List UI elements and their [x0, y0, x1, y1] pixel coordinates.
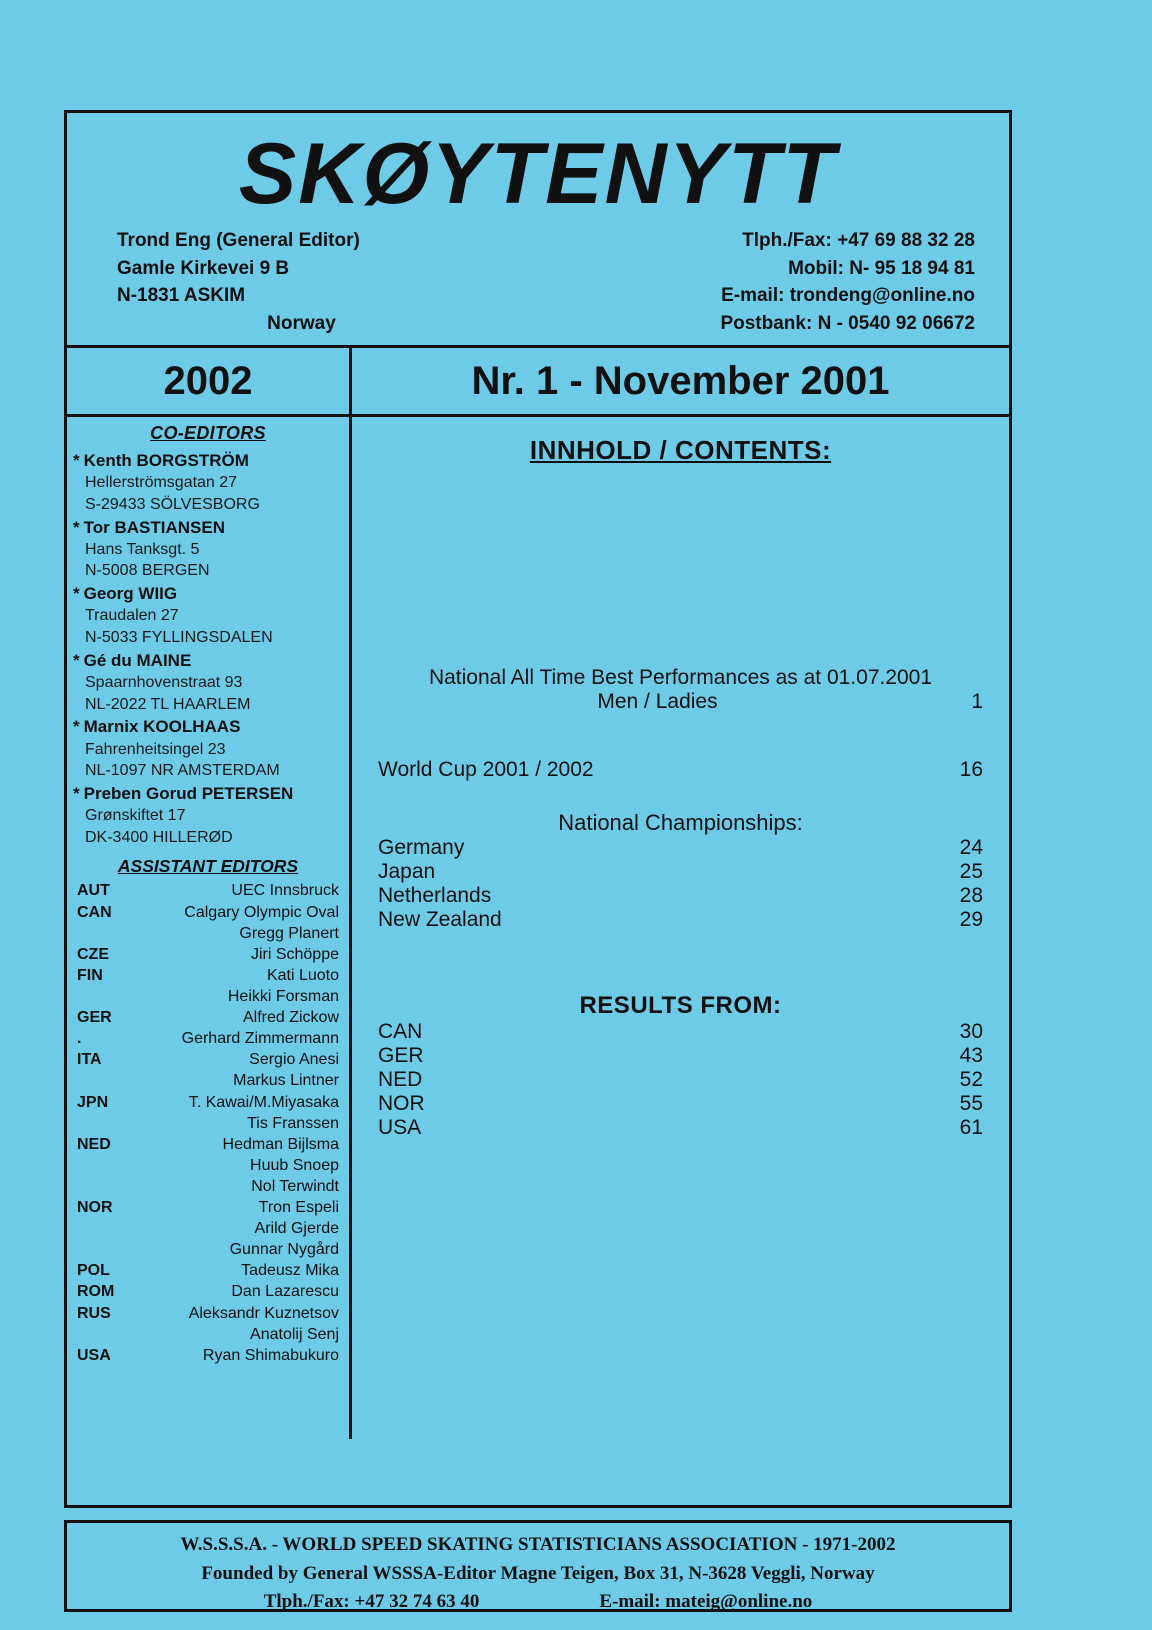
assistant-editor-row — [73, 902, 343, 923]
country-code: NOR — [77, 1199, 113, 1217]
bullet-star-icon: * — [73, 717, 80, 737]
co-editor-entry — [73, 715, 343, 782]
assistant-editor-name: Anatolij Senj — [250, 1325, 339, 1343]
assistant-editor-name: Ryan Shimabukuro — [202, 1346, 339, 1364]
co-editor-name — [73, 449, 343, 472]
assistant-editor-row — [73, 1113, 343, 1134]
assistant-editor-name: UEC Innsbruck — [231, 882, 339, 900]
toc-result-entry — [378, 1116, 983, 1140]
results-from-heading: RESULTS FROM: — [579, 992, 782, 1020]
country-code — [73, 1176, 131, 1197]
footer-line-2: Founded by General WSSSA-Editor Magne Teigen, Box 31, N-3628 Veggli, Norway — [201, 1562, 875, 1584]
contact-phone-fax: Tlph./Fax: +47 69 88 32 28 — [742, 230, 975, 252]
assistant-editor-row — [73, 1176, 343, 1197]
co-editor-address-1: Spaarnhovenstraat 93 — [85, 673, 243, 691]
bullet-star-icon: * — [73, 450, 80, 470]
toc-result-label: NOR — [378, 1092, 425, 1116]
assistant-editor-row — [73, 1239, 343, 1260]
co-editor-name — [73, 782, 343, 805]
assistant-editor-row — [73, 986, 343, 1007]
assistant-editor-row — [73, 923, 343, 944]
footer-phone-fax: Tlph./Fax: +47 32 74 63 40 — [263, 1591, 480, 1612]
issue-number: Nr. 1 - November 2001 — [471, 359, 890, 404]
toc-championship-label: Netherlands — [378, 884, 492, 908]
country-code: CZE — [77, 945, 109, 963]
country-code — [73, 1239, 131, 1260]
toc-championship-entry — [378, 908, 983, 932]
co-editor-name-text: Gé du MAINE — [83, 650, 192, 670]
bullet-star-icon: * — [73, 517, 80, 537]
country-code: ITA — [77, 1051, 102, 1069]
assistant-editor-name: Aleksandr Kuznetsov — [188, 1304, 339, 1322]
cover-body — [67, 417, 1009, 1439]
toc-worldcup-page: 16 — [959, 758, 983, 782]
bullet-star-icon: * — [73, 650, 80, 670]
editor-address-line-3: N-1831 ASKIM — [117, 285, 246, 307]
toc-alltime-line-1: National All Time Best Performances as at 01.07.2001 — [428, 666, 933, 690]
assistant-editor-row — [73, 1218, 343, 1239]
editor-address-line-2: Gamle Kirkevei 9 B — [117, 257, 290, 279]
assistant-editor-row — [73, 1049, 343, 1070]
toc-championship-entry — [378, 884, 983, 908]
assistant-editor-name: Gerhard Zimmermann — [181, 1030, 339, 1048]
toc-alltime-line-2: Men / Ladies — [597, 690, 718, 714]
toc-result-entry — [378, 1044, 983, 1068]
magazine-cover-page — [64, 110, 1012, 1508]
country-code: JPN — [77, 1093, 109, 1111]
assistant-editor-name: Huub Snoep — [250, 1156, 339, 1174]
bullet-star-icon: * — [73, 784, 80, 803]
assistant-editor-row — [73, 1260, 343, 1281]
assistant-editor-name: Gunnar Nygård — [229, 1241, 339, 1259]
country-code — [73, 923, 131, 944]
editor-address-line-1: Trond Eng (General Editor) — [117, 230, 360, 252]
assistant-editor-row — [73, 1007, 343, 1028]
footer-line-1: W.S.S.S.A. - WORLD SPEED SKATING STATISTICIANS ASSOCIATION - 1971-2002 — [180, 1534, 896, 1555]
co-editor-name-text: Preben Gorud PETERSEN — [83, 784, 294, 803]
contact-block — [67, 223, 1009, 345]
assistant-editor-name: Alfred Zickow — [242, 1009, 339, 1027]
contact-email: E-mail: trondeng@online.no — [721, 285, 975, 307]
footer-email: E-mail: mateig@online.no — [599, 1591, 813, 1612]
country-code — [73, 1324, 131, 1345]
co-editor-address-2: S-29433 SÖLVESBORG — [85, 495, 260, 513]
toc-result-page: 55 — [959, 1092, 983, 1116]
co-editors-heading: CO-EDITORS — [150, 423, 266, 444]
toc-championship-page: 28 — [959, 884, 983, 908]
assistant-editor-name: Markus Lintner — [233, 1072, 339, 1090]
toc-championship-entry — [378, 860, 983, 884]
co-editor-name — [73, 715, 343, 738]
co-editor-address-2: DK-3400 HILLERØD — [85, 828, 233, 846]
editor-address — [89, 227, 556, 337]
assistant-editor-row — [73, 1070, 343, 1091]
assistant-editor-row — [73, 1092, 343, 1113]
contents-title: INNHOLD / CONTENTS: — [529, 435, 832, 466]
wsssa-footer — [64, 1520, 1012, 1612]
co-editor-address-1: Hellerströmsgatan 27 — [85, 474, 238, 492]
issue-bar — [67, 348, 1009, 417]
co-editor-entry — [73, 516, 343, 583]
country-code — [73, 986, 131, 1007]
toc-result-label: NED — [378, 1068, 423, 1092]
contents-spacer — [378, 932, 983, 992]
assistant-editor-name: Tron Espeli — [258, 1199, 339, 1217]
assistant-editor-name: T. Kawai/M.Miyasaka — [188, 1093, 339, 1111]
country-code — [73, 1070, 131, 1091]
national-championships-heading: National Championships: — [558, 810, 803, 836]
toc-worldcup-entry — [378, 758, 983, 782]
co-editor-name-text: Kenth BORGSTRÖM — [83, 450, 249, 470]
toc-championship-label: Germany — [378, 836, 465, 860]
contact-mobile: Mobil: N- 95 18 94 81 — [788, 257, 975, 279]
editor-address-line-4: Norway — [267, 312, 336, 334]
assistant-editor-row — [73, 965, 343, 986]
assistant-editor-name: Tadeusz Mika — [241, 1262, 339, 1280]
toc-championship-page: 24 — [959, 836, 983, 860]
assistant-editor-name: Heikki Forsman — [227, 987, 339, 1005]
assistant-editor-row — [73, 1345, 343, 1366]
co-editor-name-text: Tor BASTIANSEN — [83, 517, 225, 537]
country-code — [73, 1155, 131, 1176]
co-editor-entry — [73, 649, 343, 716]
toc-championship-label: New Zealand — [378, 908, 502, 932]
assistant-editor-row — [73, 880, 343, 901]
contents-spacer — [378, 782, 983, 810]
assistant-editor-name: Dan Lazarescu — [231, 1283, 339, 1301]
issue-year: 2002 — [67, 348, 352, 414]
co-editor-address-2: N-5033 FYLLINGSDALEN — [85, 629, 273, 647]
assistant-editor-name: Kati Luoto — [266, 966, 339, 984]
toc-championship-page: 25 — [959, 860, 983, 884]
co-editor-name — [73, 649, 343, 672]
country-code — [73, 1218, 131, 1239]
co-editor-address-2: N-5008 BERGEN — [85, 562, 210, 580]
toc-alltime-entry — [378, 690, 983, 714]
co-editor-name — [73, 582, 343, 605]
co-editor-address-1: Hans Tanksgt. 5 — [85, 540, 200, 558]
co-editor-address-1: Fahrenheitsingel 23 — [85, 740, 226, 758]
contents-spacer — [378, 476, 983, 666]
contact-postbank: Postbank: N - 0540 92 06672 — [720, 312, 975, 334]
toc-result-page: 43 — [959, 1044, 983, 1068]
editors-column — [67, 417, 352, 1439]
toc-worldcup-label: World Cup 2001 / 2002 — [378, 758, 594, 782]
co-editor-address-1: Grønskiftet 17 — [85, 807, 186, 825]
country-code: CAN — [77, 903, 112, 921]
country-code: FIN — [77, 966, 103, 984]
toc-result-page: 61 — [959, 1116, 983, 1140]
toc-result-label: GER — [378, 1044, 424, 1068]
contents-spacer — [378, 714, 983, 758]
bullet-star-icon: * — [73, 584, 80, 604]
country-code: USA — [77, 1346, 111, 1364]
assistant-editor-row — [73, 1197, 343, 1218]
publication-title: SKØYTENYTT — [238, 126, 838, 222]
assistant-editor-name: Arild Gjerde — [254, 1220, 339, 1238]
assistant-editor-name: Calgary Olympic Oval — [184, 903, 339, 921]
country-code: RUS — [77, 1304, 111, 1322]
country-code — [73, 1113, 131, 1134]
toc-result-page: 52 — [959, 1068, 983, 1092]
co-editor-address-2: NL-1097 NR AMSTERDAM — [85, 762, 280, 780]
co-editor-address-1: Traudalen 27 — [85, 607, 179, 625]
country-code: AUT — [77, 882, 110, 900]
country-code: NED — [77, 1135, 111, 1153]
contents-column — [352, 417, 1009, 1439]
co-editor-entry — [73, 582, 343, 649]
toc-result-label: CAN — [378, 1020, 423, 1044]
toc-result-entry — [378, 1068, 983, 1092]
assistant-editor-row — [73, 1281, 343, 1302]
co-editor-entry — [73, 449, 343, 516]
masthead — [67, 113, 1009, 348]
toc-championship-entry — [378, 836, 983, 860]
assistant-editor-row — [73, 944, 343, 965]
assistant-editors-heading: ASSISTANT EDITORS — [117, 855, 299, 876]
country-code: ROM — [77, 1283, 115, 1301]
co-editor-name — [73, 516, 343, 539]
assistant-editor-row — [73, 1028, 343, 1049]
assistant-editor-row — [73, 1155, 343, 1176]
assistant-editor-name: Nol Terwindt — [251, 1177, 339, 1195]
assistant-editor-row — [73, 1134, 343, 1155]
footer-line-3 — [67, 1588, 1009, 1617]
assistant-editor-name: Sergio Anesi — [249, 1051, 339, 1069]
assistant-editor-row — [73, 1324, 343, 1345]
country-code: . — [77, 1030, 82, 1048]
country-code: POL — [77, 1262, 110, 1280]
co-editor-address-2: NL-2022 TL HAARLEM — [85, 695, 251, 713]
assistant-editor-name: Hedman Bijlsma — [222, 1135, 339, 1153]
assistant-editor-name: Jiri Schöppe — [250, 945, 339, 963]
toc-alltime-page: 1 — [971, 690, 983, 714]
toc-championship-label: Japan — [378, 860, 436, 884]
co-editor-name-text: Georg WIIG — [83, 584, 178, 604]
editor-contact-details — [556, 227, 987, 337]
assistant-editor-name: Tis Franssen — [247, 1114, 339, 1132]
co-editor-entry — [73, 782, 343, 849]
country-code: GER — [77, 1009, 112, 1027]
assistant-editor-name: Gregg Planert — [239, 924, 339, 942]
toc-result-page: 30 — [959, 1020, 983, 1044]
co-editor-name-text: Marnix KOOLHAAS — [83, 717, 241, 737]
assistant-editor-row — [73, 1303, 343, 1324]
toc-championship-page: 29 — [959, 908, 983, 932]
toc-result-entry — [378, 1092, 983, 1116]
toc-result-entry — [378, 1020, 983, 1044]
toc-result-label: USA — [378, 1116, 422, 1140]
